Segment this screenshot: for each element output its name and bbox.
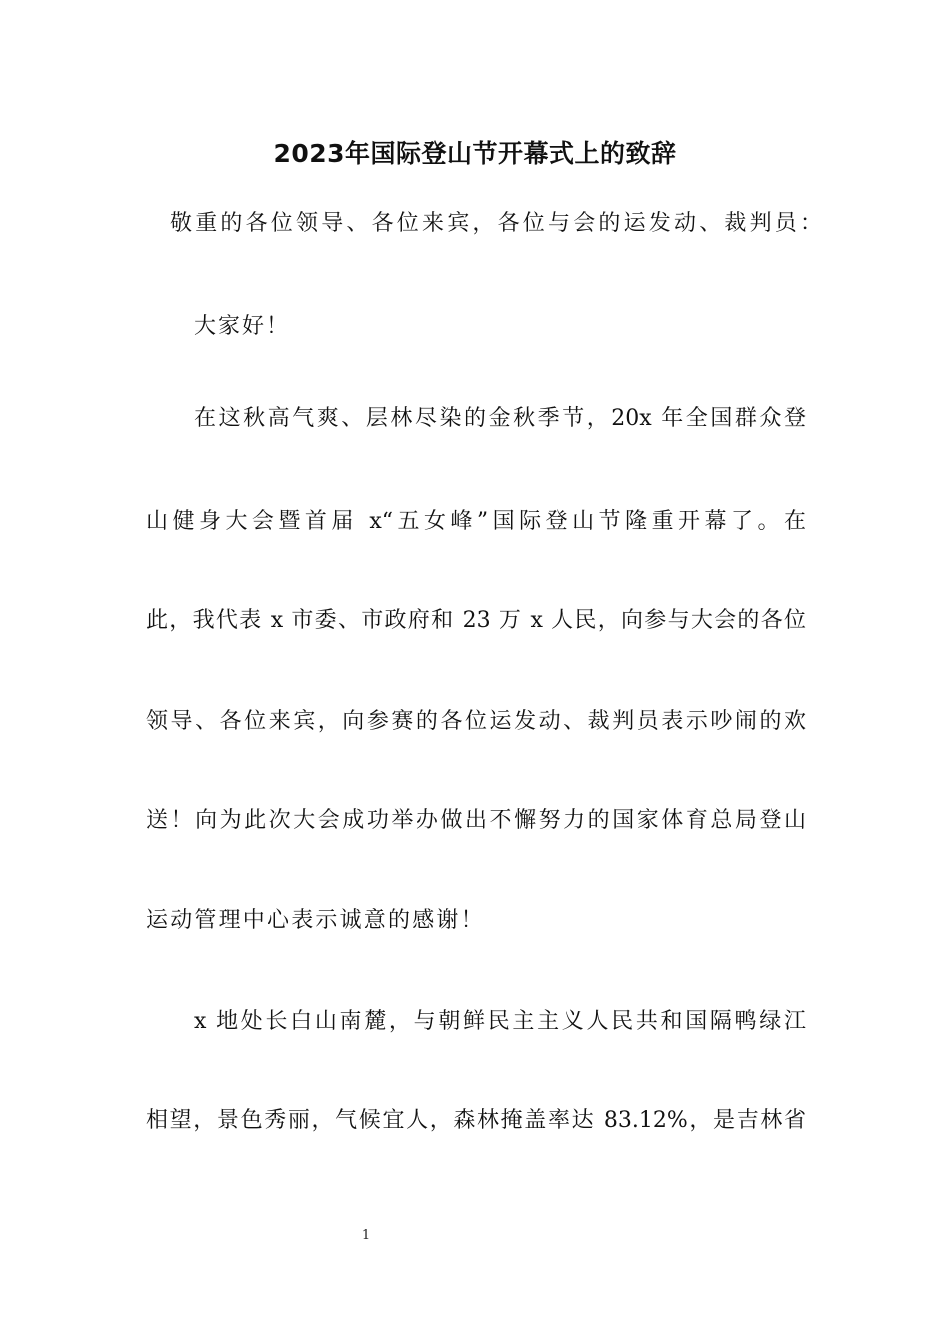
page-number: 1 bbox=[361, 1228, 371, 1243]
paragraph-line: 相望，景色秀丽，气候宜人，森林掩盖率达 83.12%，是吉林省 bbox=[146, 1108, 806, 1133]
paragraph-line: 在这秋高气爽、层林尽染的金秋季节，20x 年全国群众登 bbox=[194, 406, 806, 431]
paragraph-line: 运动管理中心表示诚意的感谢！ bbox=[146, 908, 485, 933]
paragraph-line: 山健身大会暨首届 x“五女峰”国际登山节隆重开幕了。在 bbox=[146, 509, 806, 534]
paragraph-line: 此，我代表 x 市委、市政府和 23 万 x 人民，向参与大会的各位 bbox=[146, 608, 806, 633]
greeting-line: 敬重的各位领导、各位来宾，各位与会的运发动、裁判员： bbox=[170, 211, 826, 236]
paragraph-line: 领导、各位来宾，向参赛的各位运发动、裁判员表示吵闹的欢 bbox=[146, 709, 806, 734]
salutation-line: 大家好！ bbox=[194, 314, 291, 339]
paragraph-line: 送！向为此次大会成功举办做出不懈努力的国家体育总局登山 bbox=[146, 808, 806, 833]
paragraph-line: x 地处长白山南麓，与朝鲜民主主义人民共和国隔鸭绿江 bbox=[194, 1009, 806, 1034]
document-title: 2023年国际登山节开幕式上的致辞 bbox=[273, 139, 677, 168]
